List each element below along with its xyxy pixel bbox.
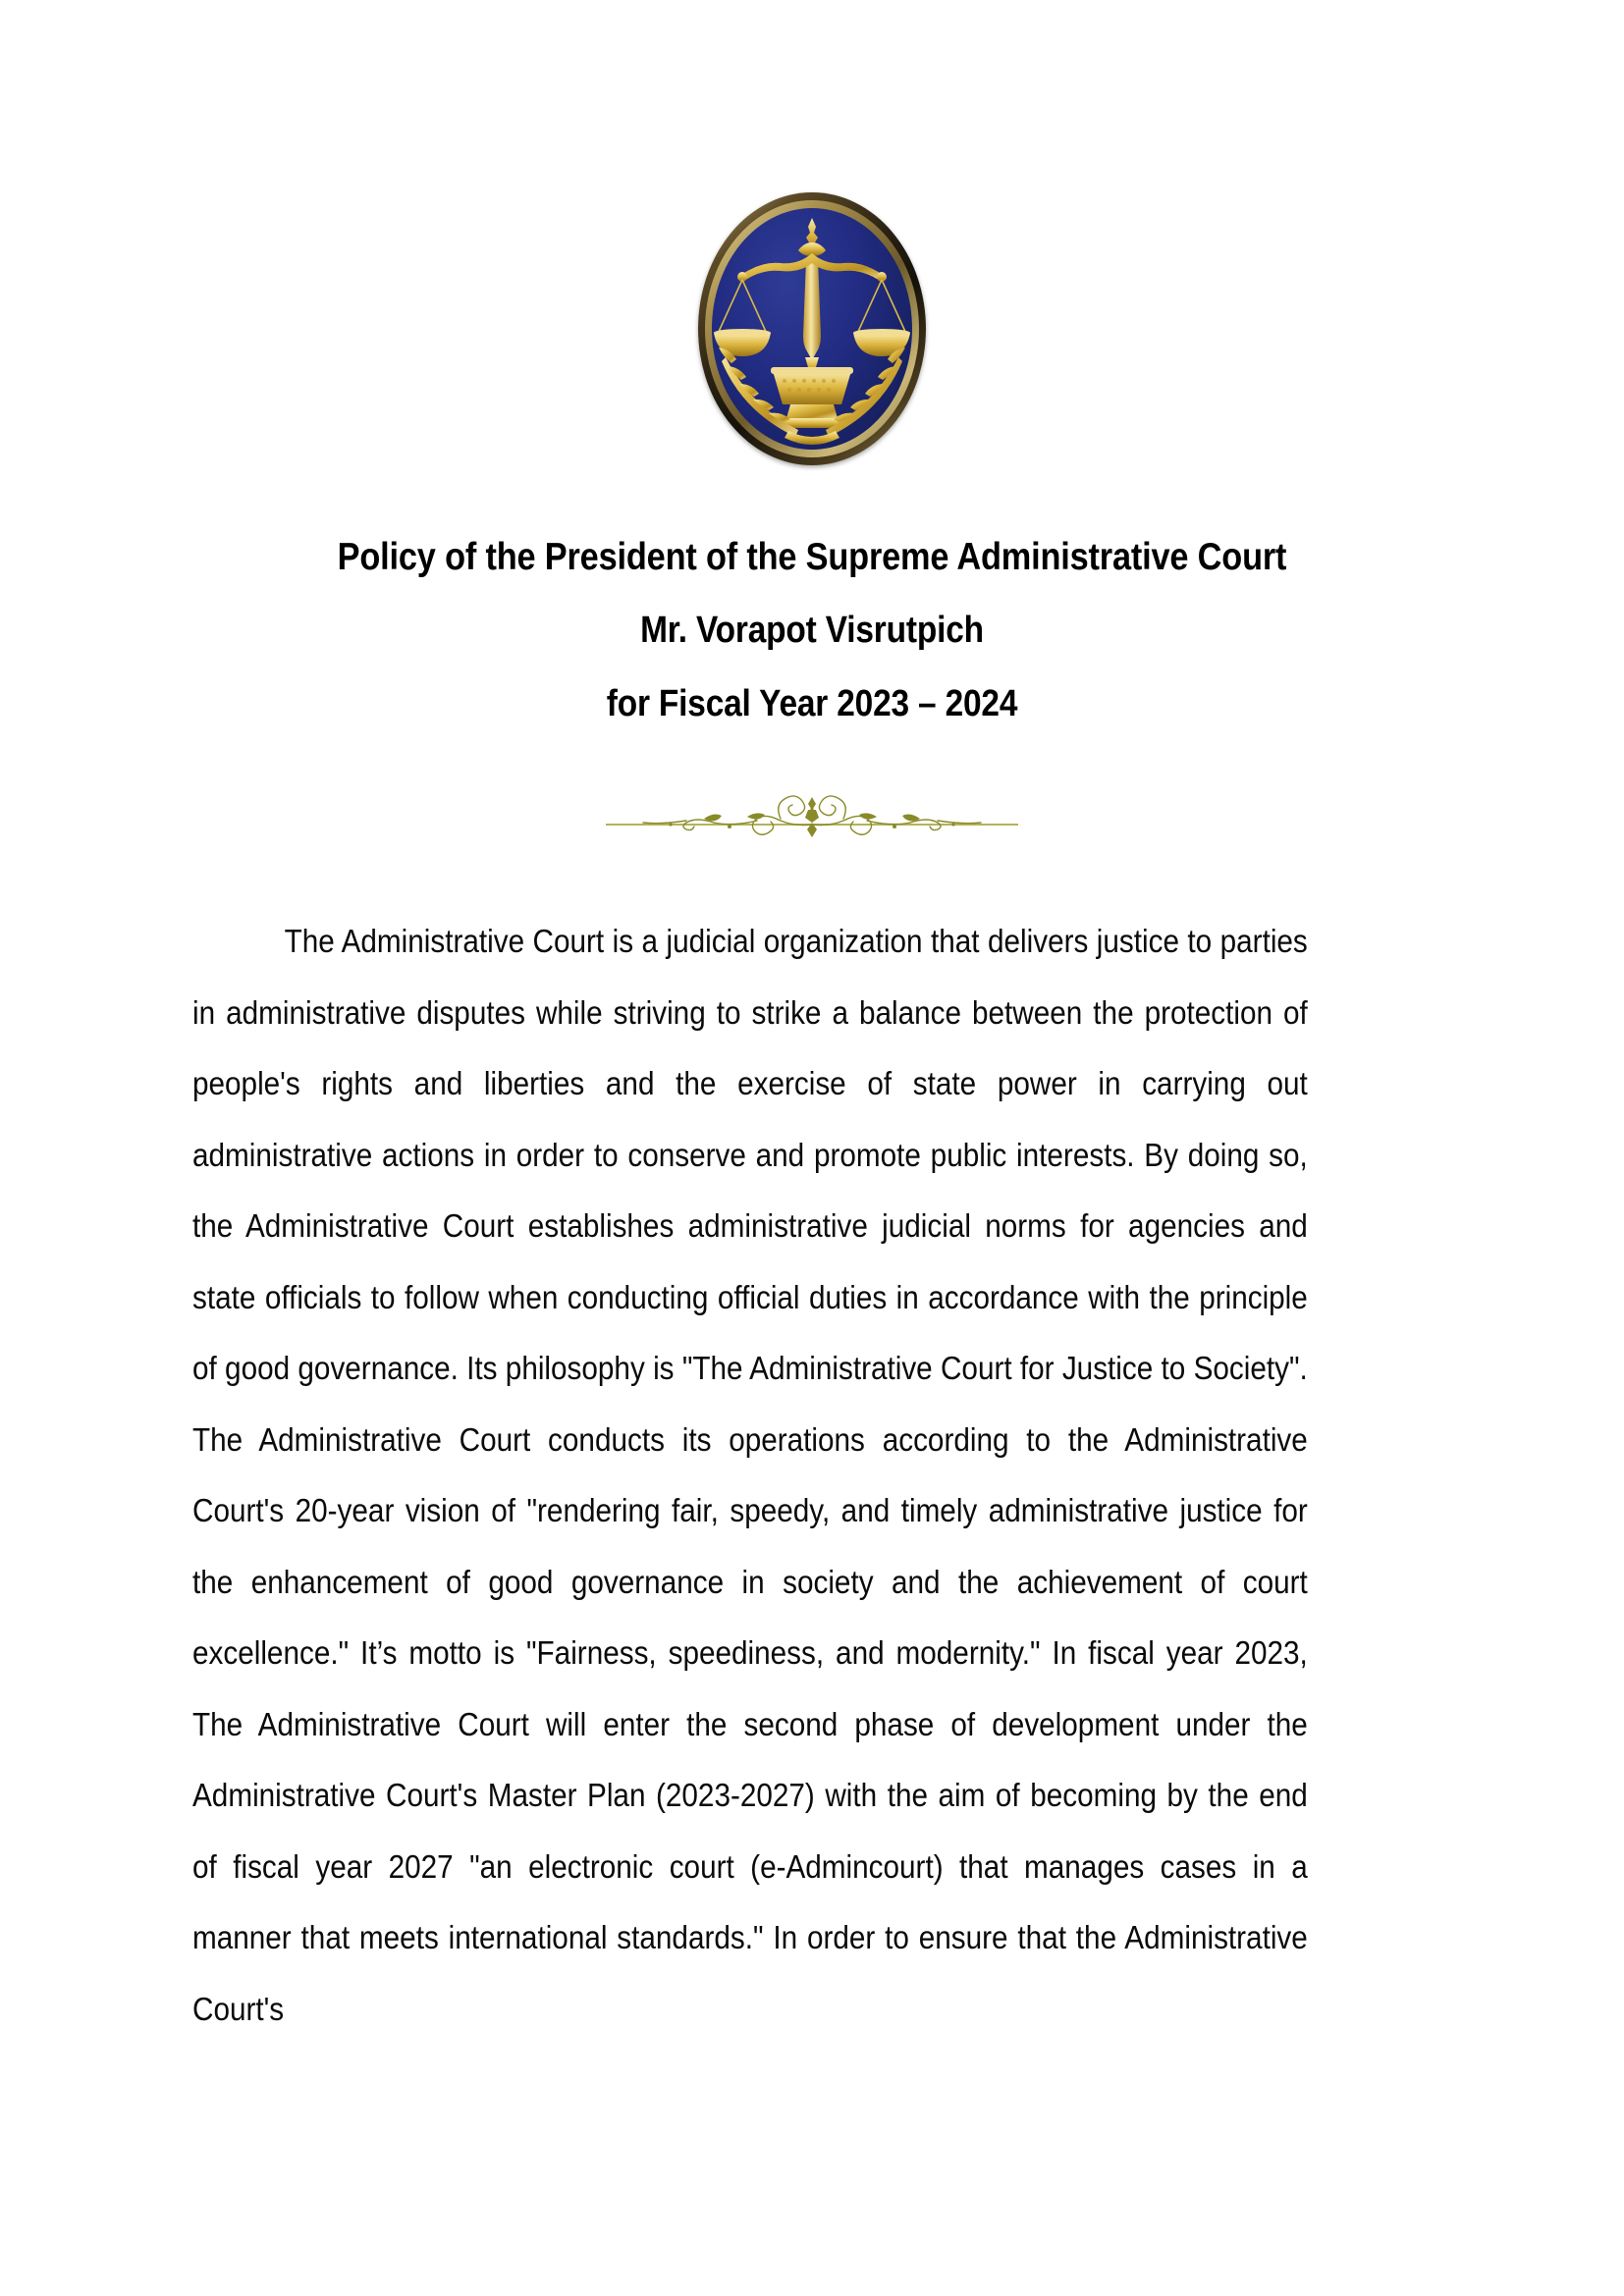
body-paragraph: The Administrative Court is a judicial organization that delivers justice to parties in administrative disputes while striving to strike a balance between the protection of people's rights and liberties and the exercise of state power in carrying out administrative actions in order to conserve and promote public interests. By doing so, the Administrative Court establishes administrative judicial norms for agencies and state officials to follow when conducting official duties in accordance with the principle of good governance. Its philosophy is "The Administrative Court for Justice to Society". The Administrative Court conducts its operations according to the Administrative Court's 20-year vision of "rendering fair, speedy, and timely administrative justice for the enhancement of good governance in society and the achievement of court excellence." It’s motto is "Fairness, speediness, and modernity." In fiscal year 2023, The Administrative Court will enter the second phase of development under the Administrative Court's Master Plan (2023-2027) with the aim of becoming by the end of fiscal year 2027 "an electronic court (e-Admincourt) that manages cases in a manner that meets international standards." In order to ensure that the Administrative Court's <box>192 923 1308 2027</box>
title-president-name: Mr. Vorapot Visrutpich <box>640 610 984 651</box>
emblem-container <box>0 192 1624 465</box>
page-title: Policy of the President of the Supreme Administrative Court <box>337 536 1287 578</box>
court-emblem-icon <box>698 192 926 465</box>
title-fiscal-year: for Fiscal Year 2023 – 2024 <box>606 683 1018 724</box>
ornament-divider-container <box>0 777 1624 838</box>
filigree-divider-icon <box>606 777 1018 838</box>
emblem-blue-field <box>712 208 912 450</box>
document-title-block <box>118 520 1506 741</box>
scales-of-justice-icon <box>712 208 912 450</box>
